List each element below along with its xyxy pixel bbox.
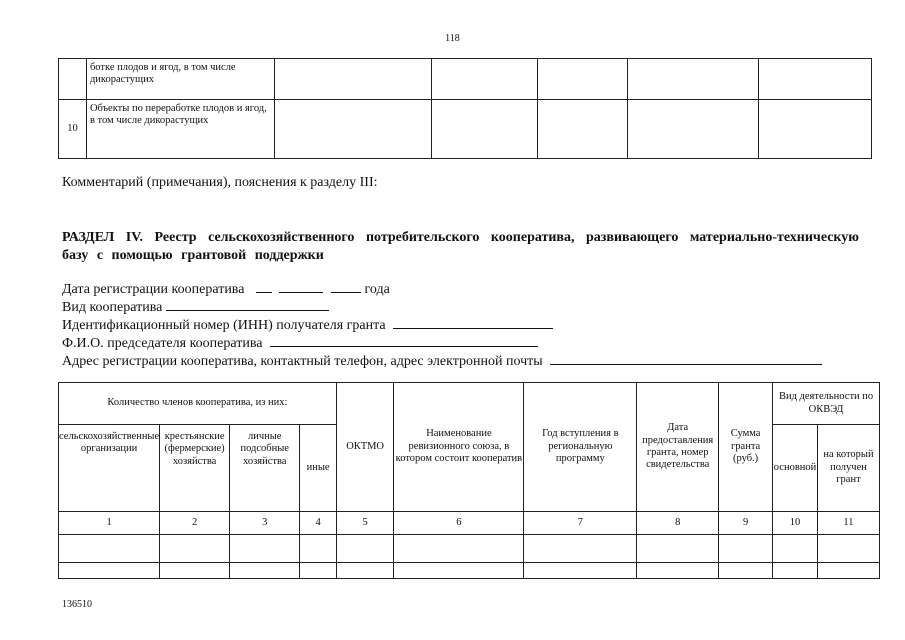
okved-grant: на который получен грант	[817, 425, 879, 512]
column-number: 7	[524, 512, 637, 535]
row-number: 10	[59, 100, 87, 159]
table-row	[59, 100, 872, 159]
objects-table	[58, 58, 872, 159]
row-label: ботке плодов и ягод, в том числе дикорастущих	[86, 59, 274, 100]
header-row	[59, 383, 880, 425]
table-cell	[274, 59, 431, 100]
date-blank-month[interactable]	[279, 280, 323, 293]
column-number: 9	[719, 512, 773, 535]
table-cell[interactable]	[230, 535, 300, 563]
table-cell	[628, 59, 759, 100]
date-blank-day[interactable]	[256, 280, 272, 293]
address-blank[interactable]	[550, 352, 822, 365]
column-number: 3	[230, 512, 300, 535]
table-cell[interactable]	[524, 563, 637, 579]
members-personal-plots: личные подсобные хозяйства	[230, 425, 300, 512]
members-farms: крестьянские (фермерские) хозяйства	[160, 425, 230, 512]
column-number: 2	[160, 512, 230, 535]
grant-date-header: Дата предоставления гранта, номер свидетельства	[637, 383, 719, 512]
registration-form	[62, 280, 822, 370]
column-number: 10	[773, 512, 818, 535]
grant-sum-header: Сумма гранта (руб.)	[719, 383, 773, 512]
column-number: 8	[637, 512, 719, 535]
table-cell[interactable]	[59, 563, 160, 579]
table-cell[interactable]	[336, 563, 394, 579]
table-cell	[431, 59, 538, 100]
table-row	[59, 563, 880, 579]
chairman-line	[62, 334, 822, 352]
table-cell	[628, 100, 759, 159]
column-number-row	[59, 512, 880, 535]
registration-date-label: Дата регистрации кооператива	[62, 282, 245, 297]
comment-line: Комментарий (примечания), пояснения к разделу III:	[62, 175, 378, 190]
table-cell	[538, 100, 628, 159]
inn-line	[62, 316, 822, 334]
table-cell	[759, 100, 872, 159]
coop-type-label: Вид кооператива	[62, 300, 163, 315]
table-cell	[759, 59, 872, 100]
table-cell[interactable]	[773, 535, 818, 563]
registration-date-line	[62, 280, 822, 298]
column-number: 1	[59, 512, 160, 535]
registration-date-suffix: года	[364, 282, 390, 297]
table-cell[interactable]	[719, 535, 773, 563]
inn-blank[interactable]	[393, 316, 553, 329]
okved-main: основной	[773, 425, 818, 512]
table-cell[interactable]	[300, 563, 336, 579]
oktmo-header: ОКТМО	[336, 383, 394, 512]
table-row	[59, 535, 880, 563]
table-row	[59, 59, 872, 100]
table-cell[interactable]	[160, 535, 230, 563]
address-line	[62, 352, 822, 370]
inn-label: Идентификационный номер (ИНН) получателя гранта	[62, 318, 386, 333]
table-cell[interactable]	[817, 535, 879, 563]
date-blank-year[interactable]	[331, 280, 361, 293]
address-label: Адрес регистрации кооператива, контактный телефон, адрес электронной почты	[62, 354, 543, 369]
page-number: 118	[445, 33, 460, 44]
table-cell[interactable]	[524, 535, 637, 563]
table-cell[interactable]	[719, 563, 773, 579]
chairman-blank[interactable]	[270, 334, 538, 347]
table-cell	[538, 59, 628, 100]
column-number: 4	[300, 512, 336, 535]
chairman-label: Ф.И.О. председателя кооператива	[62, 336, 263, 351]
footer-code: 136510	[62, 599, 92, 610]
year-joined-header: Год вступления в региональную программу	[524, 383, 637, 512]
table-cell[interactable]	[394, 563, 524, 579]
audit-union-header: Наименование ревизионного союза, в котором состоит кооператив	[394, 383, 524, 512]
coop-type-blank[interactable]	[166, 298, 329, 311]
members-header: Количество членов кооператива, из них:	[59, 383, 337, 425]
table-cell[interactable]	[394, 535, 524, 563]
table-cell[interactable]	[637, 563, 719, 579]
table-cell[interactable]	[160, 563, 230, 579]
table-cell	[431, 100, 538, 159]
coop-type-line	[62, 298, 822, 316]
members-agri-orgs: сельскохозяйственные организации	[59, 425, 160, 512]
row-label: Объекты по переработке плодов и ягод, в том числе дикорастущих	[86, 100, 274, 159]
column-number: 11	[817, 512, 879, 535]
okved-header: Вид деятельности по ОКВЭД	[773, 383, 880, 425]
table-cell[interactable]	[336, 535, 394, 563]
table-cell[interactable]	[817, 563, 879, 579]
table-cell[interactable]	[230, 563, 300, 579]
section-title: РАЗДЕЛ IV. Реестр сельскохозяйственного потребительского кооператива, развивающего материально-техническую базу с помощью грантовой поддержки	[62, 230, 859, 263]
column-number: 6	[394, 512, 524, 535]
table-cell	[274, 100, 431, 159]
table-cell[interactable]	[300, 535, 336, 563]
column-number: 5	[336, 512, 394, 535]
row-number	[59, 59, 87, 100]
registry-table	[58, 382, 880, 579]
table-cell[interactable]	[59, 535, 160, 563]
members-other: иные	[300, 425, 336, 512]
table-cell[interactable]	[637, 535, 719, 563]
table-cell[interactable]	[773, 563, 818, 579]
